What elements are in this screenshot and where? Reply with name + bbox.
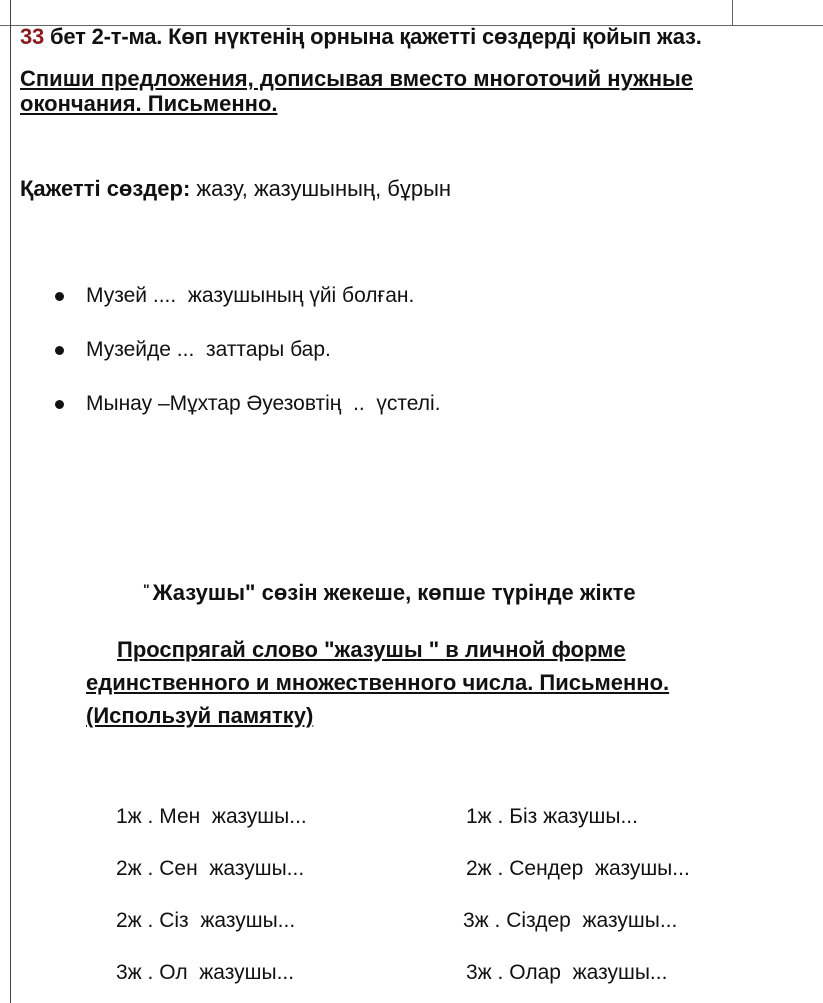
plural-form: 2ж . Сендер жазушы... (466, 857, 690, 880)
required-words-label: Қажетті сөздер: (20, 176, 191, 201)
sentence-item (0, 282, 441, 336)
bullet-icon (55, 292, 64, 301)
sentence-item (0, 336, 441, 390)
left-margin-line (10, 0, 11, 1003)
bullet-icon (55, 400, 64, 409)
top-right-tick-line (732, 0, 733, 25)
required-words-list: жазу, жазушының, бұрын (190, 176, 452, 201)
page-reference: 33 (20, 24, 45, 49)
sentence-item (0, 390, 441, 444)
singular-form: 2ж . Сіз жазушы... (116, 909, 296, 932)
sentence-list (0, 282, 441, 444)
task1-title (20, 24, 702, 50)
task1-title-text: бет 2-т-ма. Көп нүктенің орнына қажетті сөздерді қойып жаз. (44, 24, 702, 49)
bullet-icon (55, 346, 64, 355)
task1-instruction-ru: Спиши предложения, дописывая вместо многоточий нужные окончания. Письменно. (20, 66, 694, 116)
singular-form: 1ж . Мен жазушы... (116, 805, 307, 828)
singular-form: 2ж . Сен жазушы... (116, 857, 305, 880)
sentence-text: Мынау –Мұхтар Әуезовтің .. үстелі. (86, 392, 441, 415)
plural-form: 3ж . Сіздер жазушы... (463, 909, 678, 932)
sentence-text: Музей .... жазушының үйі болған. (86, 284, 415, 307)
task2-quote-mark: " (143, 581, 150, 597)
task2-title-text: Жазушы" сөзін жекеше, көпше түрінде жікте (152, 580, 636, 605)
task2-title (143, 580, 636, 606)
plural-form: 3ж . Олар жазушы... (466, 961, 668, 984)
singular-form: 3ж . Ол жазушы... (116, 961, 295, 984)
required-words-line (20, 176, 451, 202)
plural-form: 1ж . Біз жазушы... (466, 805, 638, 828)
sentence-text: Музейде ... заттары бар. (86, 338, 331, 361)
task2-instruction-ru: Проспрягай слово "жазушы " в личной форме единственного и множественного числа. Письменно. (Используй памятку) (86, 637, 670, 728)
